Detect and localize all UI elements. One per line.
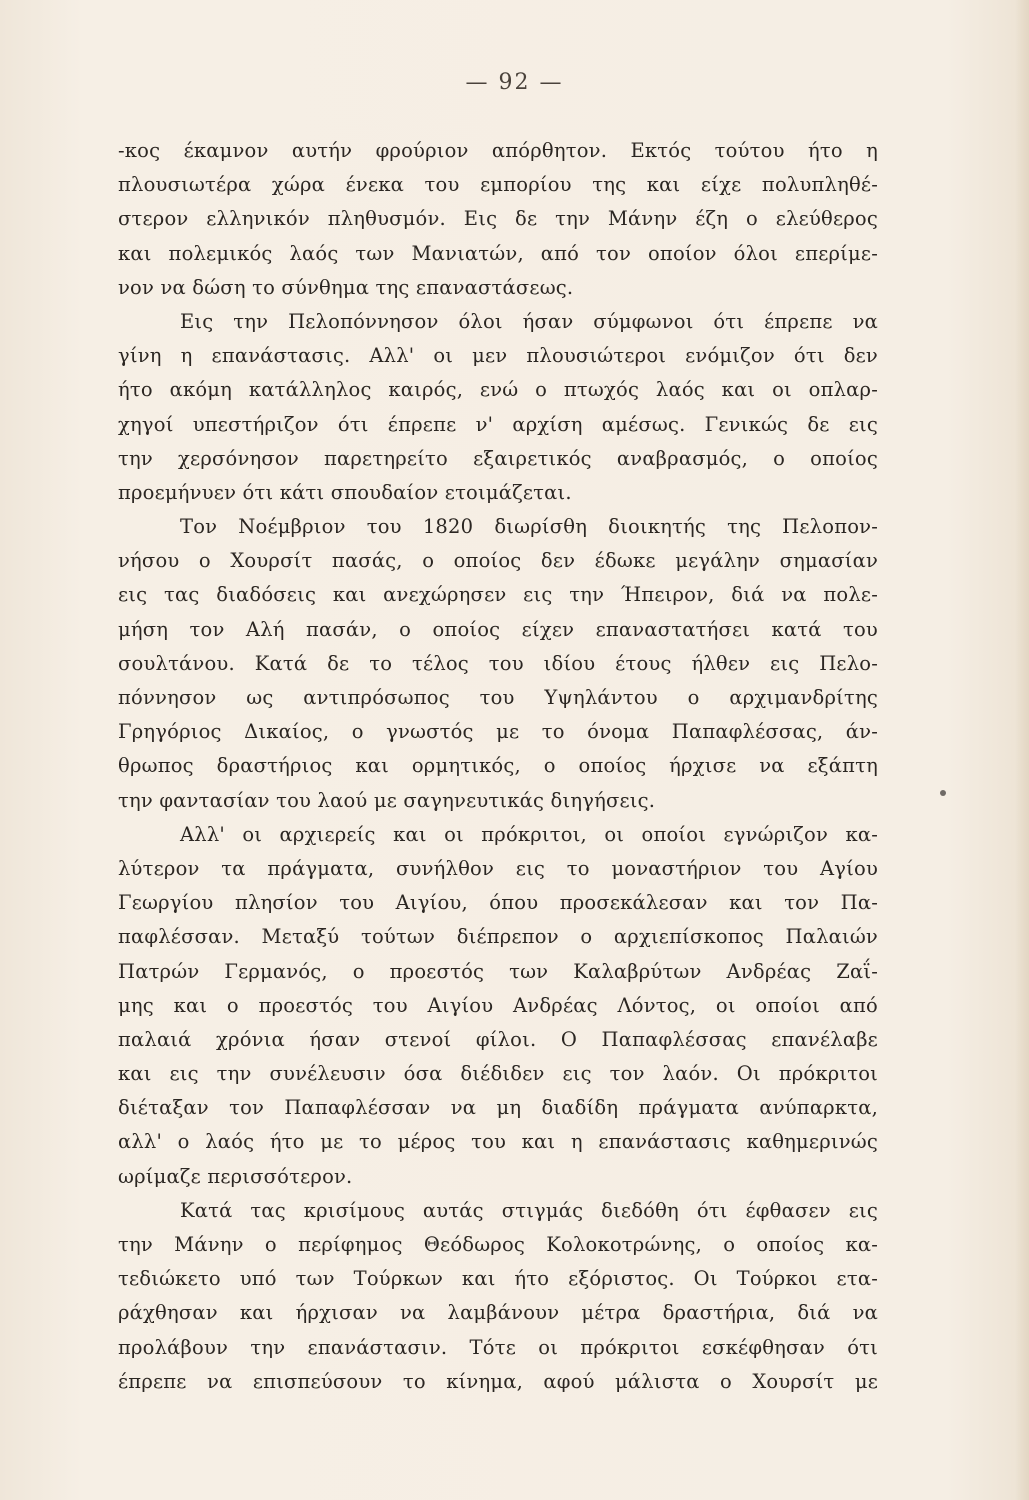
body-text [118, 134, 878, 1399]
text-line: Γεωργίου πλησίον του Αιγίου, όπου προσεκάλεσαν και τον Πα- [118, 891, 878, 915]
text-line: μήση τον Αλή πασάν, ο οποίος είχεν επαναστατήσει κατά του [118, 617, 878, 641]
text-line: Γρηγόριος Δικαίος, ο γνωστός με το όνομα Παπαφλέσσας, άν- [118, 720, 878, 744]
text-line: στερον ελληνικόν πληθυσμόν. Εις δε την Μάνην έζη ο ελεύθερος [118, 207, 878, 231]
page-edge-shadow [1015, 0, 1029, 1500]
text-line: Εις την Πελοπόννησον όλοι ήσαν σύμφωνοι ότι έπρεπε να [180, 309, 878, 333]
text-line: προεμήνυεν ότι κάτι σπουδαίον ετοιμάζεται. [118, 480, 572, 504]
text-line: τεδιώκετο υπό των Τούρκων και ήτο εξόριστος. Οι Τούρκοι ετα- [118, 1267, 878, 1291]
ink-spot [940, 790, 946, 796]
text-line: ωρίμαζε περισσότερον. [118, 1164, 353, 1188]
text-line: θρωπος δραστήριος και ορμητικός, ο οποίος ήρχισε να εξάπτη [118, 754, 878, 778]
text-line: γίνη η επανάστασις. Αλλ' οι μεν πλουσιώτεροι ενόμιζον ότι δεν [118, 344, 878, 368]
text-line: και εις την συνέλευσιν όσα διέδιδεν εις τον λαόν. Οι πρόκριτοι [118, 1062, 878, 1086]
text-line: παφλέσσαν. Μεταξύ τούτων διέπρεπον ο αρχιεπίσκοπος Παλαιών [118, 925, 878, 949]
text-line: νον να δώση το σύνθημα της επαναστάσεως. [118, 275, 574, 299]
text-line: -κος έκαμνον αυτήν φρούριον απόρθητον. Εκτός τούτου ήτο η [118, 139, 878, 162]
text-line: πόννησον ως αντιπρόσωπος του Υψηλάντου ο αρχιμανδρίτης [118, 686, 878, 709]
text-line: ήτο ακόμη κατάλληλος καιρός, ενώ ο πτωχός λαός και οι οπλαρ- [118, 378, 878, 402]
text-line: προλάβουν την επανάστασιν. Τότε οι πρόκριτοι εσκέφθησαν ότι [118, 1335, 878, 1359]
text-line: πλουσιωτέρα χώρα ένεκα του εμπορίου της και είχε πολυπληθέ- [118, 173, 878, 197]
text-line: Αλλ' οι αρχιερείς και οι πρόκριτοι, οι οποίοι εγνώριζον κα- [180, 822, 878, 846]
text-line: χηγοί υπεστήριζον ότι έπρεπε ν' αρχίση αμέσως. Γενικώς δε εις [118, 412, 878, 436]
text-line: Τον Νοέμβριον του 1820 διωρίσθη διοικητής της Πελοπον- [180, 515, 878, 539]
text-line: σουλτάνου. Κατά δε το τέλος του ιδίου έτους ήλθεν εις Πελο- [118, 651, 878, 675]
text-line: και πολεμικός λαός των Μανιατών, από τον οποίον όλοι επερίμε- [118, 241, 878, 265]
text-line: ράχθησαν και ήρχισαν να λαμβάνουν μέτρα δραστήρια, διά να [118, 1301, 878, 1325]
text-line: την Μάνην ο περίφημος Θεόδωρος Κολοκοτρώνης, ο οποίος κα- [118, 1233, 878, 1256]
text-line: Κατά τας κρισίμους αυτάς στιγμάς διεδόθη ότι έφθασεν εις [180, 1198, 878, 1222]
text-line: μης και ο προεστός του Αιγίου Ανδρέας Λόντος, οι οποίοι από [118, 993, 878, 1017]
text-line: αλλ' ο λαός ήτο με το μέρος του και η επανάστασις καθημερινώς [118, 1130, 878, 1154]
text-line: την φαντασίαν του λαού με σαγηνευτικάς διηγήσεις. [118, 788, 656, 812]
text-line: νήσου ο Χουρσίτ πασάς, ο οποίος δεν έδωκε μεγάλην σημασίαν [118, 549, 878, 573]
text-line: διέταξαν τον Παπαφλέσσαν να μη διαδίδη πράγματα ανύπαρκτα, [118, 1096, 878, 1120]
text-line: λύτερον τα πράγματα, συνήλθον εις το μοναστήριον του Αγίου [118, 856, 878, 880]
text-line: παλαιά χρόνια ήσαν στενοί φίλοι. Ο Παπαφλέσσας επανέλαβε [118, 1027, 878, 1051]
text-line: έπρεπε να επισπεύσουν το κίνημα, αφού μάλιστα ο Χουρσίτ με [118, 1369, 878, 1393]
page-number: — 92 — [465, 70, 564, 95]
text-line: Πατρών Γερμανός, ο προεστός των Καλαβρύτων Ανδρέας Ζαΐ- [118, 959, 878, 983]
text-line: την χερσόνησον παρετηρείτο εξαιρετικός αναβρασμός, ο οποίος [118, 446, 878, 470]
text-line: εις τας διαδόσεις και ανεχώρησεν εις την Ήπειρον, διά να πολε- [118, 583, 878, 607]
